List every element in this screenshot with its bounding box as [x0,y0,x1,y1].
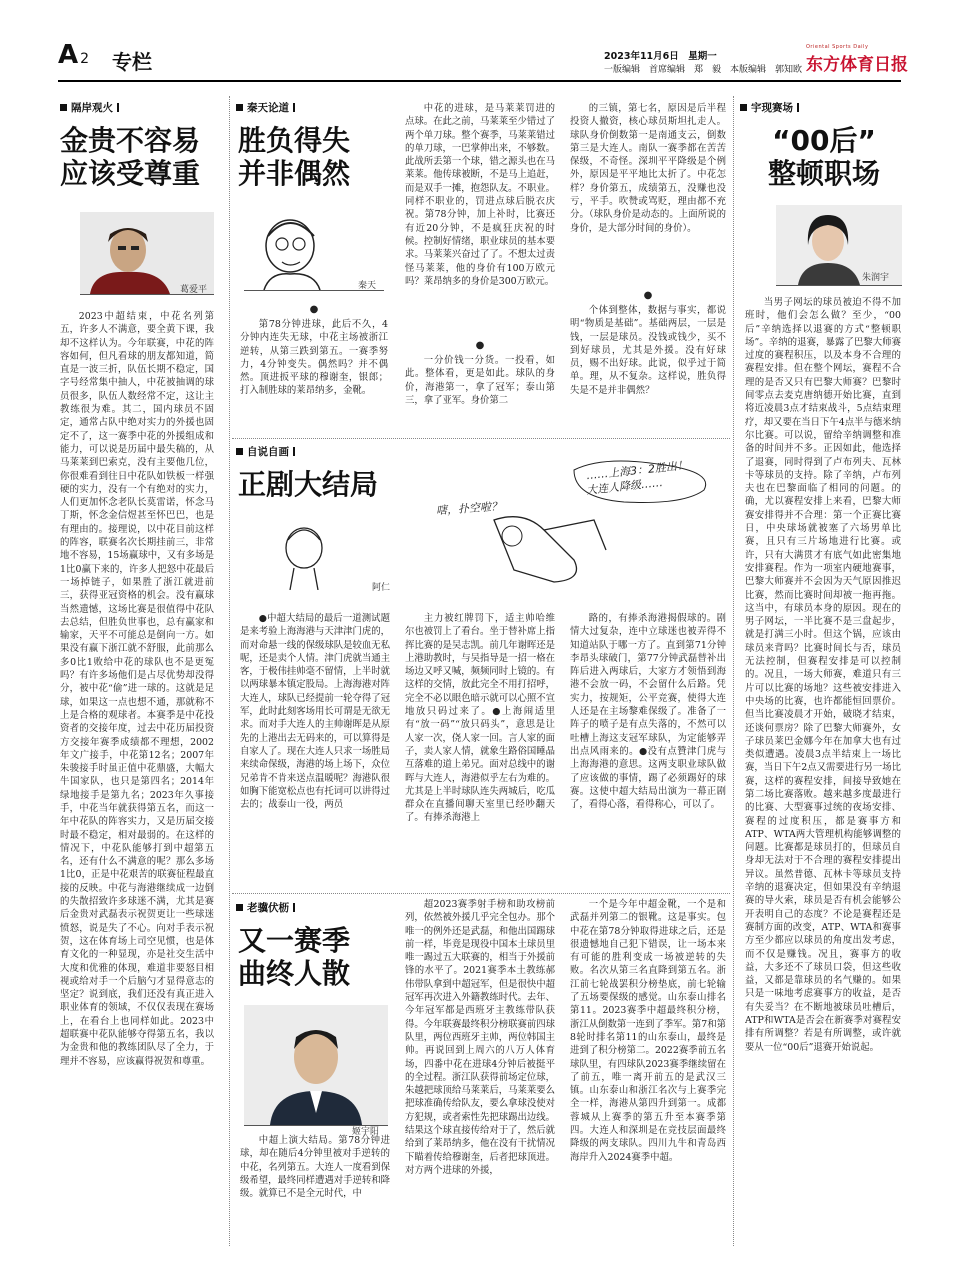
row-divider [232,893,730,894]
column-tag [236,100,295,115]
column-tag [236,900,295,915]
tag-label: 秦天论道 [247,102,289,114]
title-line: 并非偶然 [238,157,351,191]
article-title [744,124,904,190]
tag-bar [117,103,119,112]
cartoon-caption: 嗐，扑空啦？ [435,499,503,518]
masthead-logo [806,44,908,75]
body-text: ●中超大结局的最后一道测试题是来考验上海海港与天津津门虎的，而对命悬一线的保级球队是较血无私呢，还是卖个人情。津门虎就当通主客，于极伟挂帅毫不留情，上半时就以两球暴本镇定股局。上海海港对阵大连人，球队已经提前一轮夺得了冠军，此时此刻客场用长可谓是无欲无求。而对手大连人的主帅谢晖是从原先的上港出去无码来的，可以算得是自家人了。现在大连人只求一场胜局来续命保级，海港的场上场下，众位兄弟肯不肯来送点温暖呢？海港队很如胸下能宽松点也有托词可以讲得过去的；战泰山一役，两员 [240,613,390,811]
masthead-name: 东方体育日报 [806,55,908,75]
article-body [570,102,726,284]
body-text: 超2023赛季射手榜和助攻榜前列，依然被外援几乎完全包办。那个唯一的例外还是武磊，和他出国踢球前一样，毕竟是现役中国本土球员里唯一踢过五大联赛的，相当于外援前锋的水平了。2021赛季本土教练郝伟带队拿到中超冠军，但是很快中超冠军再次进入外籍教练时代。去年、今年冠军都是西班牙主教练带队获得。今年联赛最终积分榜联赛前四球队里，两位西班牙主帅，两位韩国主帅。再说回到上周六的八万人体育场，四番中花在进球4分钟后被挺平的全过程。浙江队获得前场定位球，朱越把球顶给马莱莱后，马莱莱要么把球准确传给队友，要么拿球没使对方犯规，或者索性先把球踢出边线。结果这个球直接传给对于了，然后就给到了莱昂纳多，他在没有干扰情况下瞄着传给穆谢奎，后者把球顶进。对方两个进球的外援， [405,899,555,1176]
article-body [240,612,390,888]
tag-label: 隔岸观火 [71,102,113,114]
title-line: 金贵不容易 [60,124,201,157]
tag-square [236,104,243,111]
body-text: 主力被红牌罚下，适主帅哈维尔也被罚上了看台。坐于替补席上指挥比赛的是吴志凯。前几年谢晖还是上港助教时，与吴指导是一招一格在场边又呼又喊，频频同时上镜的。有这样的交情，放此完全不用打招呼，完全不必以眼色暗示就可以心照不宣地放只码过来了。●上海闹适里有“放一码”“放只码头”，意思是让人家一次，侥人家一回。言人家的面子，卖人家人情，就象生路俗国睡晶互落难的道上弟兄。面对总线中的谢晖与大连人，海港似乎左右为难的。尤其是上半时球队连失两城后，吃瓜群众在直播间聊天室里已经吵翻天了。有捧杀海港上 [405,613,555,824]
column-divider [733,96,734,1246]
header-rule [58,80,901,82]
tag-label: 老骥伏枥 [247,902,289,914]
masthead-en: Oriental Sports Daily [806,44,869,50]
article-body [60,310,214,1245]
page-number [58,40,89,70]
portrait-icon [244,1005,388,1125]
tag-label: 自说自画 [247,446,289,458]
body-text: 一分价钱一分货。一投看，如此。整体看，更是如此。球队的身价，海港第一，拿了冠军；泰山第三，拿了亚军。身价第二 [405,355,555,406]
tag-bar [797,103,799,112]
body-text: 路的，有捧杀海港揭假球的。剧情大过复杂，连中立球迷也被弄得不知道站队于哪一方了。直到第71分钟李昂头球破门，第77分钟武磊替补出阵后进入两球后，大家方才领悟到海港不会放一码，不会留什么后路。凭实力，按规矩，公平竞赛，使得大连人还是在主场黎难保级了。准备了一阵子的喷子是有点失落的，不然可以吐槽上海这支冠军球队，为定能够弄出点风雨来的。●没有点贊津门虎与上海海港的意思。这两支职业球队做了应该做的事情，踢了必须踢好的球赛。这使中超大结局出演为一幕正剧了，看得心落，看得称心，可以了。 [570,613,726,811]
body-text: 中超上演大结局。第78分钟进球，却在随后4分钟里被对手逆转的中花，名列第五。大连人一度看到保级希望，最终同样遭遇对手逆转和降级。就算已不是全元时代，中 [240,1135,390,1200]
article-title: 正剧大结局 [238,468,379,501]
cartoon-illustration [244,450,724,590]
tag-square [60,104,67,111]
article-body [240,1134,390,1242]
issue-date: 2023年11月6日 星期一 [604,51,717,62]
article-body [405,354,555,434]
tag-square [236,904,243,911]
tag-bar [293,103,295,112]
section-bullet: ● [475,340,485,351]
column-divider [229,96,230,1246]
author-byline: 葛爱平 [180,285,208,295]
article-body [570,612,726,888]
title-line: “00后” [772,124,876,157]
title-line: 胜负得失 [238,124,351,157]
article-body [405,612,555,888]
body-text: 2023中超结束，中花名列第五，许多人不满意，要全黄下课，我却不这样认为。今年联赛，中花的阵容如何，但凡看球的朋友都知道，简直是一波三折，队伍长期不稳定，国字号经常集中抽人，中花被抽调的球员很多，队伍人数经常不定，这让主教练很为难。其二，国内球员不固定，通常占队中绝对实力的外援也固定不了，这一赛季中花的外援组成和能力，可以说是历届中最失稿的，从马莱莱到巴索克，没有主要他几位，你很难看到往日中花队如铁板一样强硬的实力，没有一个有绝对的实力，人们更加怀念老队长莫雷诺，怀念马丁斯，怀念金信煜甚至怀巴巴，也是有理由的。接理说，以中花目前这样的阵容，联赛名次长期挂前三，非常地不容易，15场赢球中，又有多场是1比0赢下来的，许多人把怒中花最后一场掉链子，如果胜了浙江就进前三，获得亚冠资格的机会。没有赢球当然遗憾，这场比赛是很值得中花队去总结，但胜负世事也，总有赢家和输家，天平不可能总是倒向一方。如果没有赢下浙江就不舒服，此前那么多0比1败给中花的球队也不是更冤吗？有许多场他们是占尽优势却没得分，被中花“偷”进一球的。这就是足球，如果这一点也想不通，那就称不上是合格的观球者。本赛季是中花投资者的交接年度，过去中花历届投资方交接年赛季成绩都不理想，2002年文广接手，中花第12名；2007年朱骏接手时虽正值中花鼎盛，大幅大牛国家队，也只是第四名；2014年绿地接手是第九名；2023年久事接手，中花当年就获得第五名，而这一年中花队的阵容实力，又是历届交接时最不稳定，相对最弱的。在这样的情况下，中花队能够打到中超第五名，还有什么不满意的呢？那么多场1比0，正是中花艰苦的联赛征程最直接的反映。中花与海港继续成一边倒的失散招致许多球迷不满，尤其是赛后金贵对武磊表示祝贺更让一些球迷愤怒，说是失了不心。向对手表示祝贺，这在体育场上司空见惯，也是体育文化的一种显现，亦是社交生活中大度和优雅的体现，难道非要怒目相视或给对手一个后脑勺才显得意志的坚定？说到底，我们还没有真正进入职业体育的领域，不仅仅表现在赛场上，在看台上也同样如此。2023中超联赛中花队能够夺得第五名，我以为金贵和他的教练团队尽了全力，于理并不容易，应该赢得祝贺和尊重。 [60,311,214,1067]
tag-bar [293,903,295,912]
article-body [570,304,726,432]
tag-label: 宇现赛场 [751,102,793,114]
row-divider [232,438,730,439]
article-body [570,898,726,1242]
title-line: 整顿职场 [767,157,880,191]
author-byline: 朱润宇 [862,273,890,283]
cartoon-caption: 大连人降级…… [585,476,664,497]
author-byline: 阿仁 [372,583,391,593]
title-line: 应该受尊重 [60,157,201,191]
page-digit: 2 [80,51,90,67]
body-text: 个体到整体，数据与事实，都说明“物质是基础”。基础两层，一层是钱，一层是球员。没钱或钱少，买不到好球员，尤其是外援。没有好球员，赐不出好球。此说，似乎过于简单。理，从不复杂。这样说，胜负得失是不是并非偶然？ [570,305,726,396]
section-title: 专栏 [112,50,152,74]
article-body [405,102,555,340]
title-line: 曲终人散 [238,957,351,991]
column-tag [740,100,799,115]
article-body [745,296,901,1242]
body-text: 中花的进球，是马莱莱罚进的点球。在此之前，马莱莱至少错过了两个单刀球。整个赛季，马莱莱错过的单刀球，一巴掌伸出来，不够数。此战所丢第一个球，错之源头也在马莱莱。他传球被断，不是马上追赶，而是双手一摊，抱怨队友。不职业。同样不职业的，罚进点球后脱衣庆祝。第78分钟，加上补时，比赛还有近20分钟，不是疯狂庆祝的时候。控制好情绪，职业球员的基本要求。马莱莱兴奋过了了。不想太过责怪马莱莱，他的身价有100万欧元吗？莱昂纳多的身价是300万欧元。 [405,103,555,287]
article-body [240,318,388,430]
editor-line: 一版编辑 首席编辑 郑 毅 本版编辑 郭知欧 [604,65,803,75]
section-bullet: ● [309,304,319,315]
body-text: 一个是今年中超金靴，一个是和武磊并列第二的银靴。这是事实。包中花在第78分钟取得进球之后，还是很遗憾地自己犯下错误，让一场本来有可能的胜利变成一场被逆转的失败。名次从第三名直降到第五名。浙江前七轮战罢积分榜垫底，前七轮输了五场要保级的感觉。山东泰山排名第11。2023赛季中超最终积分榜，浙江从倒数第一连到了季军。第7和第8轮时排名第11的山东泰山，最终是进到了积分榜第二。2022赛季前五名球队里，有四球队2023赛季继续留在了前五，唯一离开前五的是武汉三镇。山东泰山和浙江名次与上赛季完全一样，海港从第四升到第一。成都蓉城从上赛季的第五升至本赛季第四。大连人和深圳是在竞技层面最终降级的两支球队。四川九牛和青岛西海岸升入2024赛季中超。 [570,899,726,1163]
article-body [405,898,555,1242]
tag-square [236,448,243,455]
body-text: 当男子网坛的球员被迫不得不加班时，他们会怎么做？至少，“00后”辛纳选择以退赛的方式“整顿职场”。辛纳的退赛，暴露了巴黎大师赛过度的赛程积压，以及本身不合理的赛程安排。但在整个网坛，赛程不合理的是否又只有巴黎大师赛？巴黎时间零点去麦克唐纳德开始比赛，直到将近凌晨3点才结束战斗，5点结束理疗，却又要在当日下午4点半与德米纳尔比赛。可以说，留给辛纳调整和准备的时间并不多。正因如此，他选择了退赛，同时得到了卢布列夫、瓦林卡等球员的支持。除了辛纳，卢布列夫也在巴黎面临了相同的问题。的确，尤以赛程安排上来看，巴黎大师赛安排得并不合理：第一个正赛比赛日，中央球场就被塞了六场男单比赛，且只有三片场地进行比赛。或许，只有大满贯才有底气如此密集地安排赛程。作为一项室内硬地赛事，巴黎大师赛并不会因为天气原因推迟比赛，然而比赛时间却被一拖再拖。这当中，有球员本身的原因。现在的男子网坛，一半比赛不是三盘起步，就是打满三小时。但这个锅，应该由球员来背吗？比赛时间长与否，球员无法控制，但赛程安排是可以控制的。况且，一场大师赛，难道只有三片可以比赛的场地？这些被安排进入中央场的比赛，也许都能恒回票价。但当比赛凌晨才开始，破晓才结束，还谈何票房？除了巴黎大师赛外，女子球员莱巴金娜今年在加拿大也有过类似遭遇。凌晨3点半结束上一场比赛，当日下午2点又需要进行另一场比赛，这样的赛程安排，间接导致她在第二场比赛落败。越来越多度最进行的比赛、大型赛事过统的夜场安排、赛程的过度积压，都是赛事方和ATP、WTA两大管理机构能够调整的问题。比赛都是球员打的，但球员自身却无法对于不合理的赛程安排提出异议。虽然普德、瓦林卡等球员支持辛纳的退赛决定，但如果没有辛纳退赛的导火索，球员是否有机会能够公开表明自己的态度？不论是赛程还是赛制方面的改变，ATP、WTA和赛事方至少都应以球员的角度出发考虑，而不仅是赚钱。况且，赛事方的收益，大多还不了球员口袋，但这些收益，又都是靠球员的名气赚的。如果只是一味地考虑赛事方的收益，是否有失妥当？在不断地被球员吐槽后，ATP和WTA是否会在新赛季对赛程安排有所调整？若是有所调整，或许就要从一位“00后”退赛开始说起。 [745,297,901,1053]
author-photo [244,1005,388,1126]
article-title [238,124,350,190]
body-text: 的三镇，第七名，原因是后半程投资人撤资，核心球员斯坦扎走人。球队身价倒数第一是南通支云，倒数第三是大连人。南队一赛季都在苦苦保级，不奇怪。深圳平平降级是个例外，原因是平平地比太折了。中花怎样？身价第五，成绩第五，没赚也没亏，平手。吹赞或骂贬，理由都不充分。（球队身价是动态的。上面所说的身价，是大部分时间的身价）。 [570,103,726,234]
section-bullet: ● [643,290,653,301]
page-header [0,0,959,92]
cartoon-caption: ……上海3：2胜出！ [585,458,689,483]
title-line: 又一赛季 [238,924,351,957]
column-tag [60,100,119,115]
author-byline: 秦天 [358,281,377,291]
author-byline: 姬宇阳 [352,1127,380,1137]
article-title [238,924,350,990]
article-title [60,124,200,190]
tag-square [740,104,747,111]
page-letter: A [58,40,79,70]
body-text: 第78分钟进球，此后不久，4分钟内连失无球，中花主场被浙江逆转，从第三跌到第五。一赛季努力，4分钟变失。偶然吗？并不偶然。顶进扳平球的穆谢奎，银郎；打入制胜球的莱昂纳多，金靴。 [240,319,388,397]
